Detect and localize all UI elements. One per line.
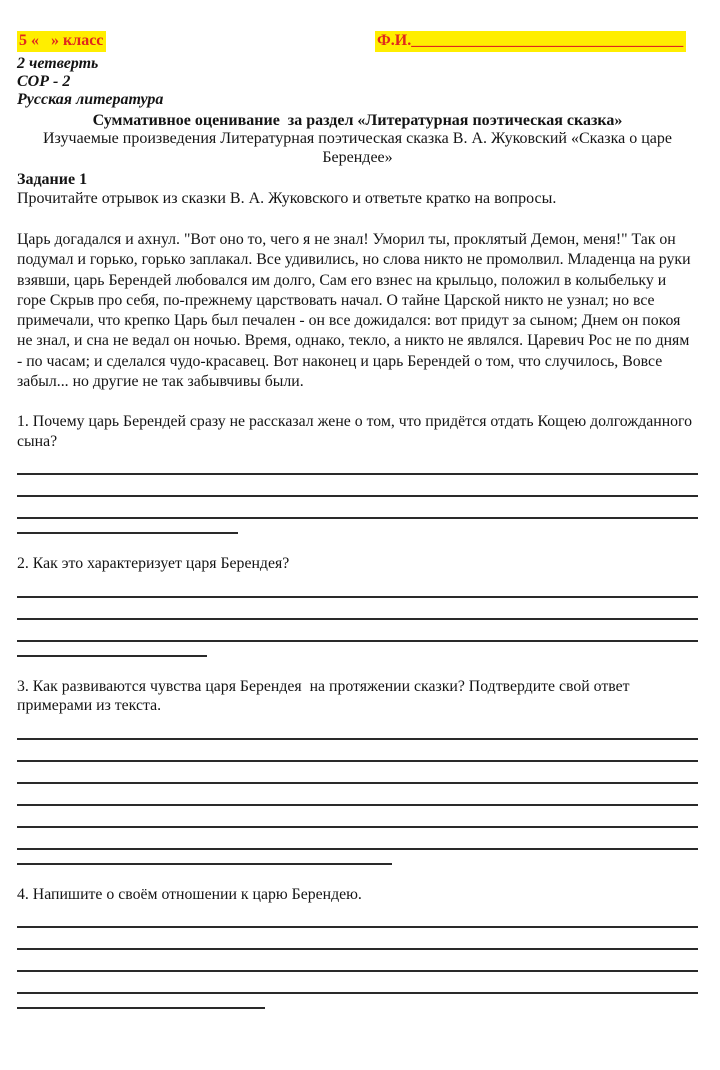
question-2 — [17, 554, 698, 657]
answer-line-short — [17, 642, 207, 657]
question-4-text: 4. Напишите о своём отношении к царю Берендею. — [17, 885, 362, 903]
student-name-field — [375, 31, 686, 52]
assessment-subtitle: Изучаемые произведения Литературная поэтическая сказка В. А. Жуковский «Сказка о царе Берендее» — [42, 130, 673, 166]
answer-line — [17, 718, 698, 740]
answer-line-short — [17, 994, 265, 1009]
answer-line — [17, 598, 698, 620]
assessment-title: Суммативное оценивание за раздел «Литературная поэтическая сказка» — [92, 112, 623, 129]
answer-line — [17, 906, 698, 928]
answer-line — [17, 806, 698, 828]
question-3 — [17, 677, 698, 865]
student-name-blank-line: __________________________________ — [411, 32, 684, 49]
answer-line-short — [17, 850, 392, 865]
passage-text: Царь догадался и ахнул. "Вот оно то, чего я не знал! Уморил ты, проклятый Демон, меня!" Так он подумал и горько, горько заплакал. Все удивились, но слова никто не промолвил. Младенца на руки взявши, царь Берендей любовался им долго, Сам его взнес на крыльцо, положил в колыбельку и горе Скрыв про себя, по-прежнему царствовать начал. О тайне Царской никто не узнал; но все примечали, что крепко Царь был печален - он все дожидался: вот придут за сыном; Днем он покоя не знал, и сна не ведал он ночью. Время, однако, текло, а никто не являлся. Царевич Рос не по дням - по часам; и сделался чудо-красавец. Вот наконец и царь Берендей о том, что случилось, Вовсе забыл... но другие не так забывчивы были. — [17, 231, 691, 391]
question-3-text: 3. Как развиваются чувства царя Берендея на протяжении сказки? Подтвердите свой ответ примерами из текста. — [17, 677, 634, 715]
answer-line — [17, 784, 698, 806]
answer-line — [17, 475, 698, 497]
answer-line — [17, 576, 698, 598]
answer-line — [17, 950, 698, 972]
quarter-label: 2 четверть — [17, 55, 99, 72]
answer-line — [17, 620, 698, 642]
worksheet-header — [17, 31, 698, 53]
questions-section — [17, 412, 698, 1009]
question-2-text: 2. Как это характеризует царя Берендея? — [17, 555, 290, 573]
answer-line — [17, 453, 698, 475]
question-4 — [17, 885, 698, 1010]
answer-line — [17, 497, 698, 519]
question-1 — [17, 412, 698, 534]
answer-line — [17, 762, 698, 784]
task-label: Задание 1 — [17, 171, 88, 188]
answer-line — [17, 740, 698, 762]
answer-line — [17, 828, 698, 850]
answer-line-short — [17, 519, 238, 534]
answer-line — [17, 972, 698, 994]
student-name-label: Ф.И. — [377, 32, 412, 49]
answer-line — [17, 928, 698, 950]
sor-label: СОР - 2 — [17, 73, 71, 90]
subject-label: Русская литература — [17, 91, 164, 108]
task-instruction: Прочитайте отрывок из сказки В. А. Жуковского и ответьте кратко на вопросы. — [17, 190, 557, 207]
class-label: 5 « » класс — [17, 31, 106, 52]
question-1-text: 1. Почему царь Берендей сразу не рассказал жене о том, что придётся отдать Кощею долгожданного сына? — [17, 413, 696, 450]
